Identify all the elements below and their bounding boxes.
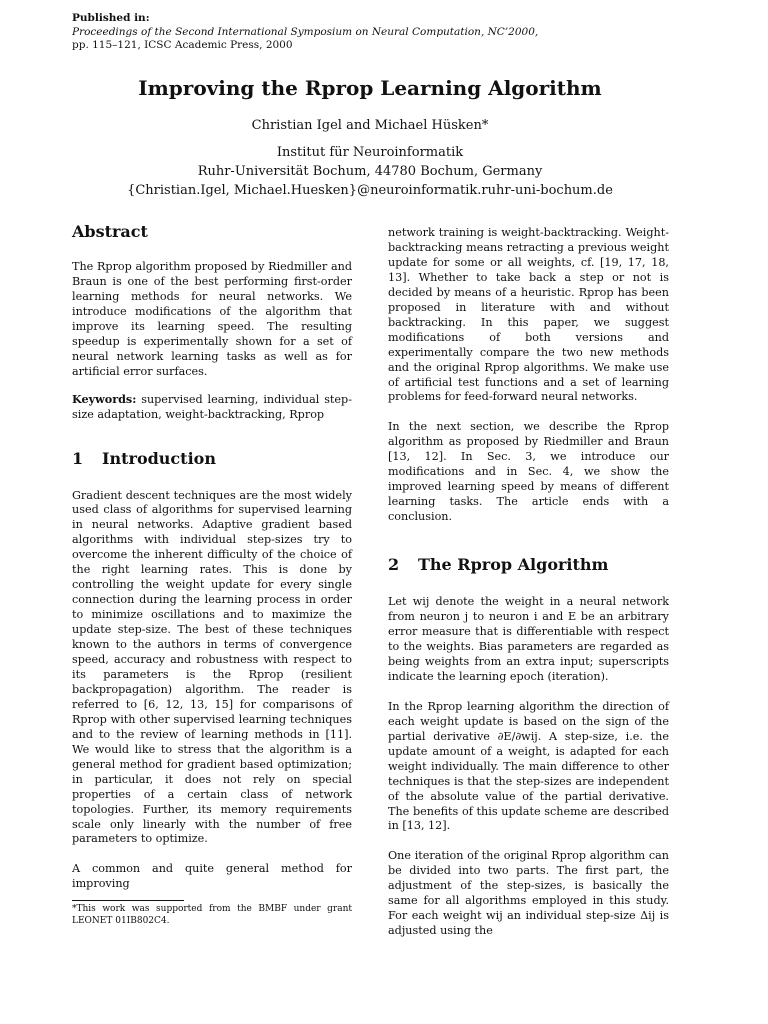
introduction-paragraph-3: network training is weight-backtracking. Weight-backtracking means retracting a previous weight update for some or all weights, cf. [19, 17, 18, 13]. Whether to take back a step or not is decided by means of a heuristic. Rprop has been proposed in literature with and without backtracking. In this paper, we suggest modifications of both versions and experimentally compare the two new methods and the original Rprop algorithms. We make use of artificial test functions and a set of learning problems for feed-forward neural networks. [388, 226, 669, 404]
section-number: 1 [72, 448, 84, 468]
paper-authors: Christian Igel and Michael Hüsken* [251, 118, 489, 133]
keywords-list: supervised learning, individual step-size adaptation, weight-backtracking, Rprop [72, 392, 352, 421]
introduction-paragraph-2: A common and quite general method for improving [72, 862, 352, 891]
abstract-text: The Rprop algorithm proposed by Riedmiller and Braun is one of the best performing first-order learning methods for neural networks. We introduce modifications of the algorithm that improve its learning speed. The resulting speedup is experimentally shown for a set of neural network learning tasks as well as for artificial error surfaces. [72, 260, 352, 378]
publication-venue: Proceedings of the Second International Symposium on Neural Computation, NC’2000, [72, 25, 539, 38]
keywords [72, 392, 352, 423]
affiliation-institute: Institut für Neuroinformatik [276, 145, 464, 160]
keywords-label: Keywords: [72, 391, 137, 406]
right-column [388, 226, 669, 954]
publication-pages: pp. 115–121, ICSC Academic Press, 2000 [72, 39, 293, 51]
affiliation-email: {Christian.Igel, Michael.Huesken}@neuroinformatik.ruhr-uni-bochum.de [127, 183, 613, 198]
section2-paragraph-3: One iteration of the original Rprop algorithm can be divided into two parts. The first part, the adjustment of the step-sizes, is basically the same for all algorithms employed in this study. For each weight wij an individual step-size Δij is adjusted using the [388, 849, 669, 938]
abstract-heading: Abstract [72, 222, 148, 241]
section2-paragraph-1: Let wij denote the weight in a neural network from neuron j to neuron i and E be an arbitrary error measure that is differentiable with respect to the weights. Bias parameters are regarded as being weights from an extra input; superscripts indicate the learning epoch (iteration). [388, 595, 669, 683]
introduction-paragraph-1: Gradient descent techniques are the most widely used class of algorithms for supervised learning in neural networks. Adaptive gradient based algorithms with individual step-sizes try to overcome the inherent difficulty of the choice of the right learning rates. This is done by controlling the weight update for every single connection during the learning process in order to minimize oscillations and to maximize the update step-size. The best of these techniques known to the authors in terms of convergence speed, accuracy and robustness with respect to its parameters is the Rprop (resilient backpropagation) algorithm. The reader is referred to [6, 12, 13, 15] for comparisons of Rprop with other supervised learning techniques and to the review of learning methods in [11]. We would like to stress that the algorithm is a general method for gradient based optimization; in particular, it does not rely on special properties of a certain class of network topologies. Further, its memory requirements scale only linearly with the number of free parameters to optimize. [72, 488, 352, 846]
left-column [72, 222, 352, 927]
affiliation-university: Ruhr-Universität Bochum, 44780 Bochum, Germany [197, 164, 543, 179]
published-label: Published in: [72, 12, 150, 24]
section-title: The Rprop Algorithm [418, 555, 609, 575]
paper-title: Improving the Rprop Learning Algorithm [138, 76, 602, 100]
introduction-paragraph-4: In the next section, we describe the Rprop algorithm as proposed by Riedmiller and Braun [13, 12]. In Sec. 3, we introduce our modifications and in Sec. 4, we show the improved learning speed by means of different learning tasks. The article ends with a conclusion. [388, 420, 669, 524]
section-number: 2 [388, 555, 400, 575]
publication-info [72, 12, 692, 53]
section-title: Introduction [102, 448, 216, 468]
section2-paragraph-2: In the Rprop learning algorithm the direction of each weight update is based on the sign of the partial derivative ∂E/∂wij. A step-size, i.e. the update amount of a weight, is adapted for each weight individually. The main difference to other techniques is that the step-sizes are independent of the absolute value of the partial derivative. The benefits of this update scheme are described in [13, 12]. [388, 699, 669, 833]
section2-heading [388, 555, 669, 575]
footnote-divider [72, 900, 184, 901]
introduction-heading [72, 449, 352, 469]
author-affiliation [0, 143, 740, 200]
footnote: *This work was supported from the BMBF under grant LEONET 01IB802C4. [72, 904, 352, 926]
